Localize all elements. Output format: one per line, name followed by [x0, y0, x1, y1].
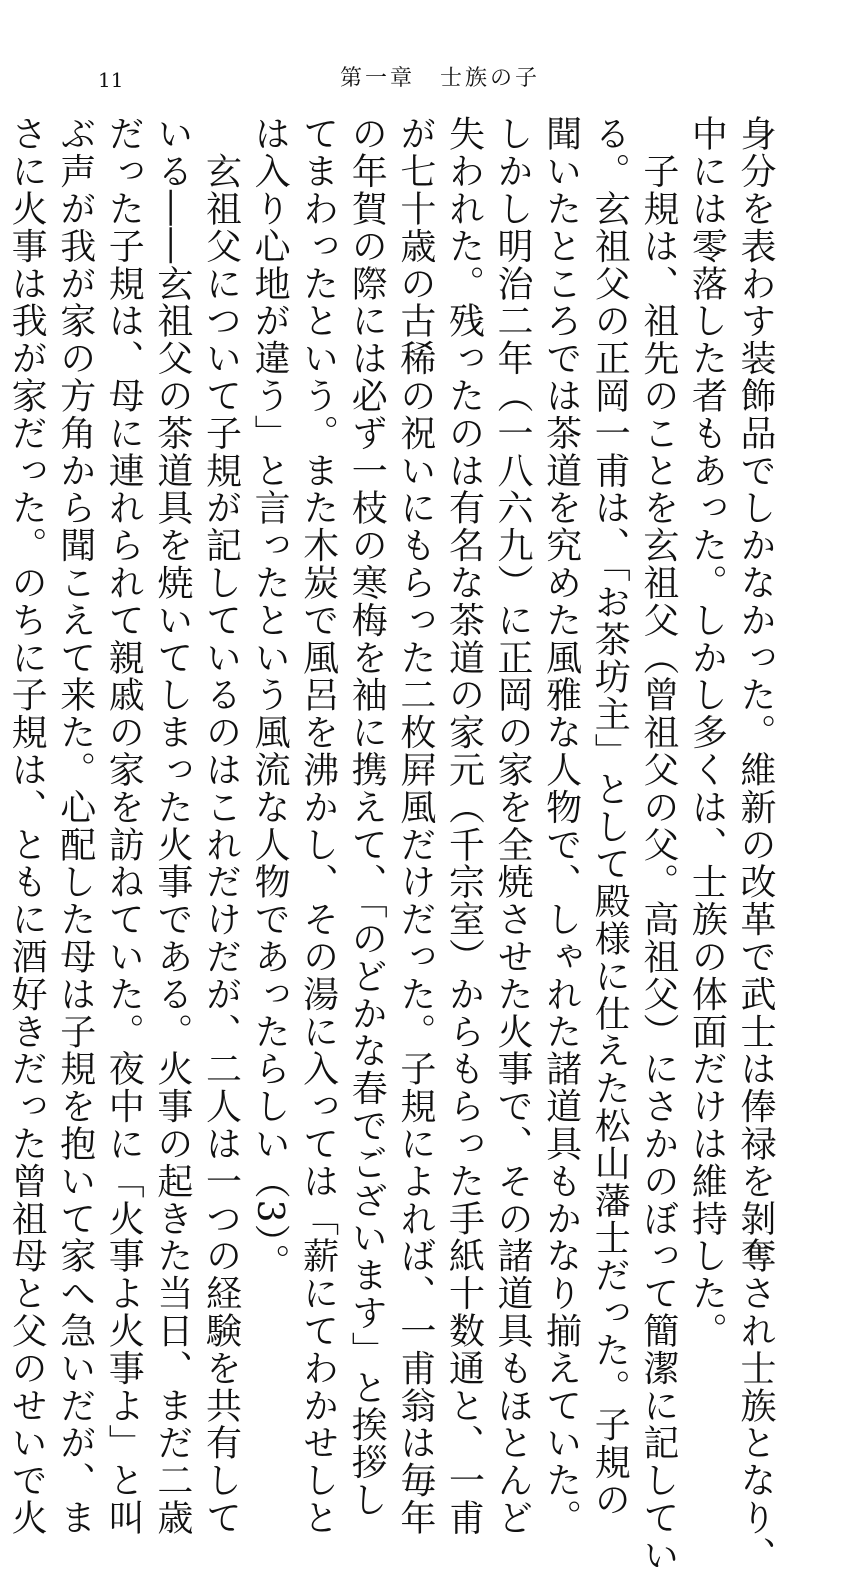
page-number: 11	[98, 68, 124, 92]
running-head: 第一章 士族の子	[340, 66, 541, 91]
text-column: さに火事は我が家だった。のちに子規は、ともに酒好きだった曾祖母と父のせいで火	[6, 115, 48, 1537]
text-column: 身分を表わす装飾品でしかなかった。維新の改革で武士は俸禄を剝奪され士族となり、	[735, 115, 776, 1574]
body-text	[6, 115, 779, 1574]
text-column: は入り心地が違う」と言ったという風流な人物であったらしい（3）。	[249, 115, 291, 1281]
text-column: だった子規は、母に連れられて親戚の家を訪ねていた。夜中に「火事よ火事よ」と叫	[103, 115, 145, 1537]
text-column: しかし明治二年（一八六九）に正岡の家を全焼させた火事で、その諸道具もほとんど	[492, 115, 534, 1537]
text-column: の年賀の際には必ず一枝の寒梅を袖に携えて、「のどかな春でございます」と挨拶し	[346, 115, 388, 1519]
text-column: 中には零落した者もあった。しかし多くは、士族の体面だけは維持した。	[686, 115, 728, 1350]
text-column: 玄祖父について子規が記しているのはこれだけだが、二人は一つの経験を共有して	[200, 152, 242, 1537]
text-column: る。玄祖父の正岡一甫は、「お茶坊主」として殿様に仕えた松山藩士だった。子規の	[589, 115, 631, 1519]
text-column: 子規は、祖先のことを玄祖父（曾祖父の父。高祖父）にさかのぼって簡潔に記してい	[637, 152, 679, 1574]
text-column: ぶ声が我が家の方角から聞こえて来た。心配した母は子規を抱いて家へ急いだが、ま	[54, 115, 96, 1537]
text-column: 聞いたところでは茶道を究めた風雅な人物で、しゃれた諸道具もかなり揃えていた。	[540, 115, 582, 1537]
text-column: てまわったという。また木炭で風呂を沸かし、その湯に入っては「薪にてわかせしと	[297, 115, 339, 1537]
text-column: 失われた。残ったのは有名な茶道の家元（千宗室）からもらった手紙十数通と、一甫	[443, 115, 485, 1537]
text-column: が七十歳の古稀の祝いにもらった二枚屛風だけだった。子規によれば、一甫翁は毎年	[394, 115, 436, 1537]
text-column: いる――玄祖父の茶道具を焼いてしまった火事である。火事の起きた当日、まだ二歳	[151, 115, 193, 1537]
